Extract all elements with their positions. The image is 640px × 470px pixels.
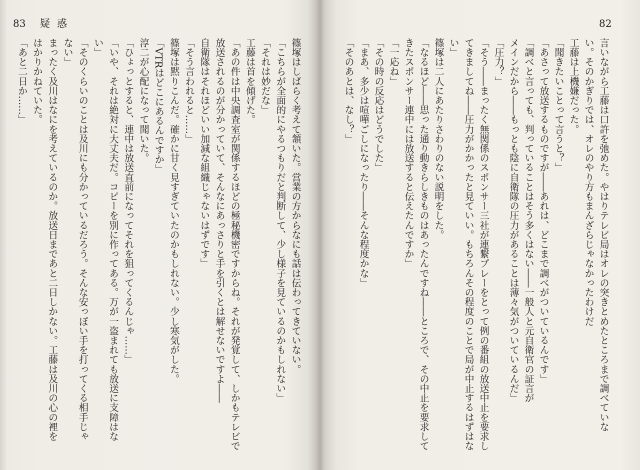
text-line: 「調べと言っても、判っていることはそう多くはない――一般人と元自衛官の証言が <box>522 38 534 403</box>
text-line: 「その時の反応はどうでした」 <box>372 38 384 173</box>
text-line: 「そう言われると……」 <box>183 38 195 144</box>
text-line: てきましてね――圧力がかかったと見ていい。もちろんその程度のことで局が中止するはずはな <box>462 38 474 451</box>
text-line: い」 <box>91 38 103 58</box>
text-line: 「圧力？」 <box>492 38 504 86</box>
text-line: 「そのくらいのことは及川にも分かっているだろう。そんな安っぽい手を打ってくる相手じゃ <box>76 38 88 442</box>
text-line: 工藤は上機嫌だった。 <box>567 38 579 134</box>
text-line: 「それは妙だな」 <box>259 38 271 115</box>
text-line: い。そのかぎりでは、オレのやり方もまんざらじゃなかったわけだ <box>582 38 594 326</box>
text-line: 篠塚はしばらく考えて頷いた。営業の方からなにも話は伝わってきていない。 <box>289 38 301 374</box>
right-page <box>320 0 640 470</box>
text-line: 「聞きたいことって言うと？」 <box>552 38 564 173</box>
text-line: メインだから――もっとも陰に自衛隊の圧力があることは薄々気がついているんだ」 <box>507 38 519 403</box>
text-line: ない」 <box>61 38 73 67</box>
text-line: 「こちらが全面的にやるつもりだと判断して、少し様子を見ているのかもしれない」 <box>274 38 286 403</box>
text-line: 「そう――まったく無関係のスポンサー三社が連繋プレーをとって例の番組の放送中止を要求し <box>477 38 489 451</box>
text-line: 「そのあとは、なし？」 <box>342 38 354 144</box>
text-line: 工藤は首を傾げた。 <box>243 38 255 125</box>
text-line: 「あと二日か……」 <box>15 38 27 125</box>
text-line: 篠塚は黙りこんだ。確かに甘く見すぎていたのかもしれない。少し寒気がした。 <box>167 38 179 384</box>
text-line: 「VTRはどこにあるんですか」 <box>152 38 164 174</box>
text-line: 自衛隊はそれほどいい加減な組織じゃないはずです」 <box>198 38 210 269</box>
text-line: 言いながら工藤は口許を弛めた。やはりテレビ局はオレの突きとめたところまで調べていな <box>597 38 609 432</box>
text-line: 「なるほど――思った通り動きらしきものはあったんですね――ところで、その中止を要求して <box>417 38 429 451</box>
text-line: 「ひょっとすると、連中は放送直前になってそれを狙ってくるんじゃ……」 <box>122 38 134 365</box>
page-number: 83 <box>13 19 26 30</box>
text-line: 「まあ、多少は喧嘩ごしになったり――そんな程度かな」 <box>357 38 369 288</box>
text-line: 「一応ね」 <box>387 38 399 86</box>
running-title: 疑惑 <box>40 19 74 30</box>
text-line: 「あの件は中央調査室が関係するほどの極秘機密ですからね。それが発覚して、しかもテレビで <box>228 38 240 451</box>
text-line: 淳二が心配になって聞いた。 <box>137 38 149 163</box>
text-line: い」 <box>447 38 459 58</box>
page-number: 82 <box>599 19 612 30</box>
text-line: 篠塚は二人にあたりさわりのない説明をした。 <box>432 38 444 240</box>
text-line: 放送されるのが分かっていて、そんなにあっさりと手を引くとは解せないですよ―― <box>213 38 225 403</box>
text-line: 「あさって放送するものですが――あれは、どこまで調べがついているんです」 <box>537 38 549 384</box>
text-line: はかりかねていた。 <box>31 38 43 125</box>
text-line: まったく及川はなにを考えているのか。放送日まであと二日しかない。工藤は及川の心の裡を <box>46 38 58 442</box>
text-line: 「いや、それは絶対に大丈夫だ。コピーを別に作ってある。万が一盗まれても放送に支障はな <box>107 38 119 442</box>
text-line: きたスポンサー連中には放送すると伝えたんですか」 <box>402 38 414 269</box>
